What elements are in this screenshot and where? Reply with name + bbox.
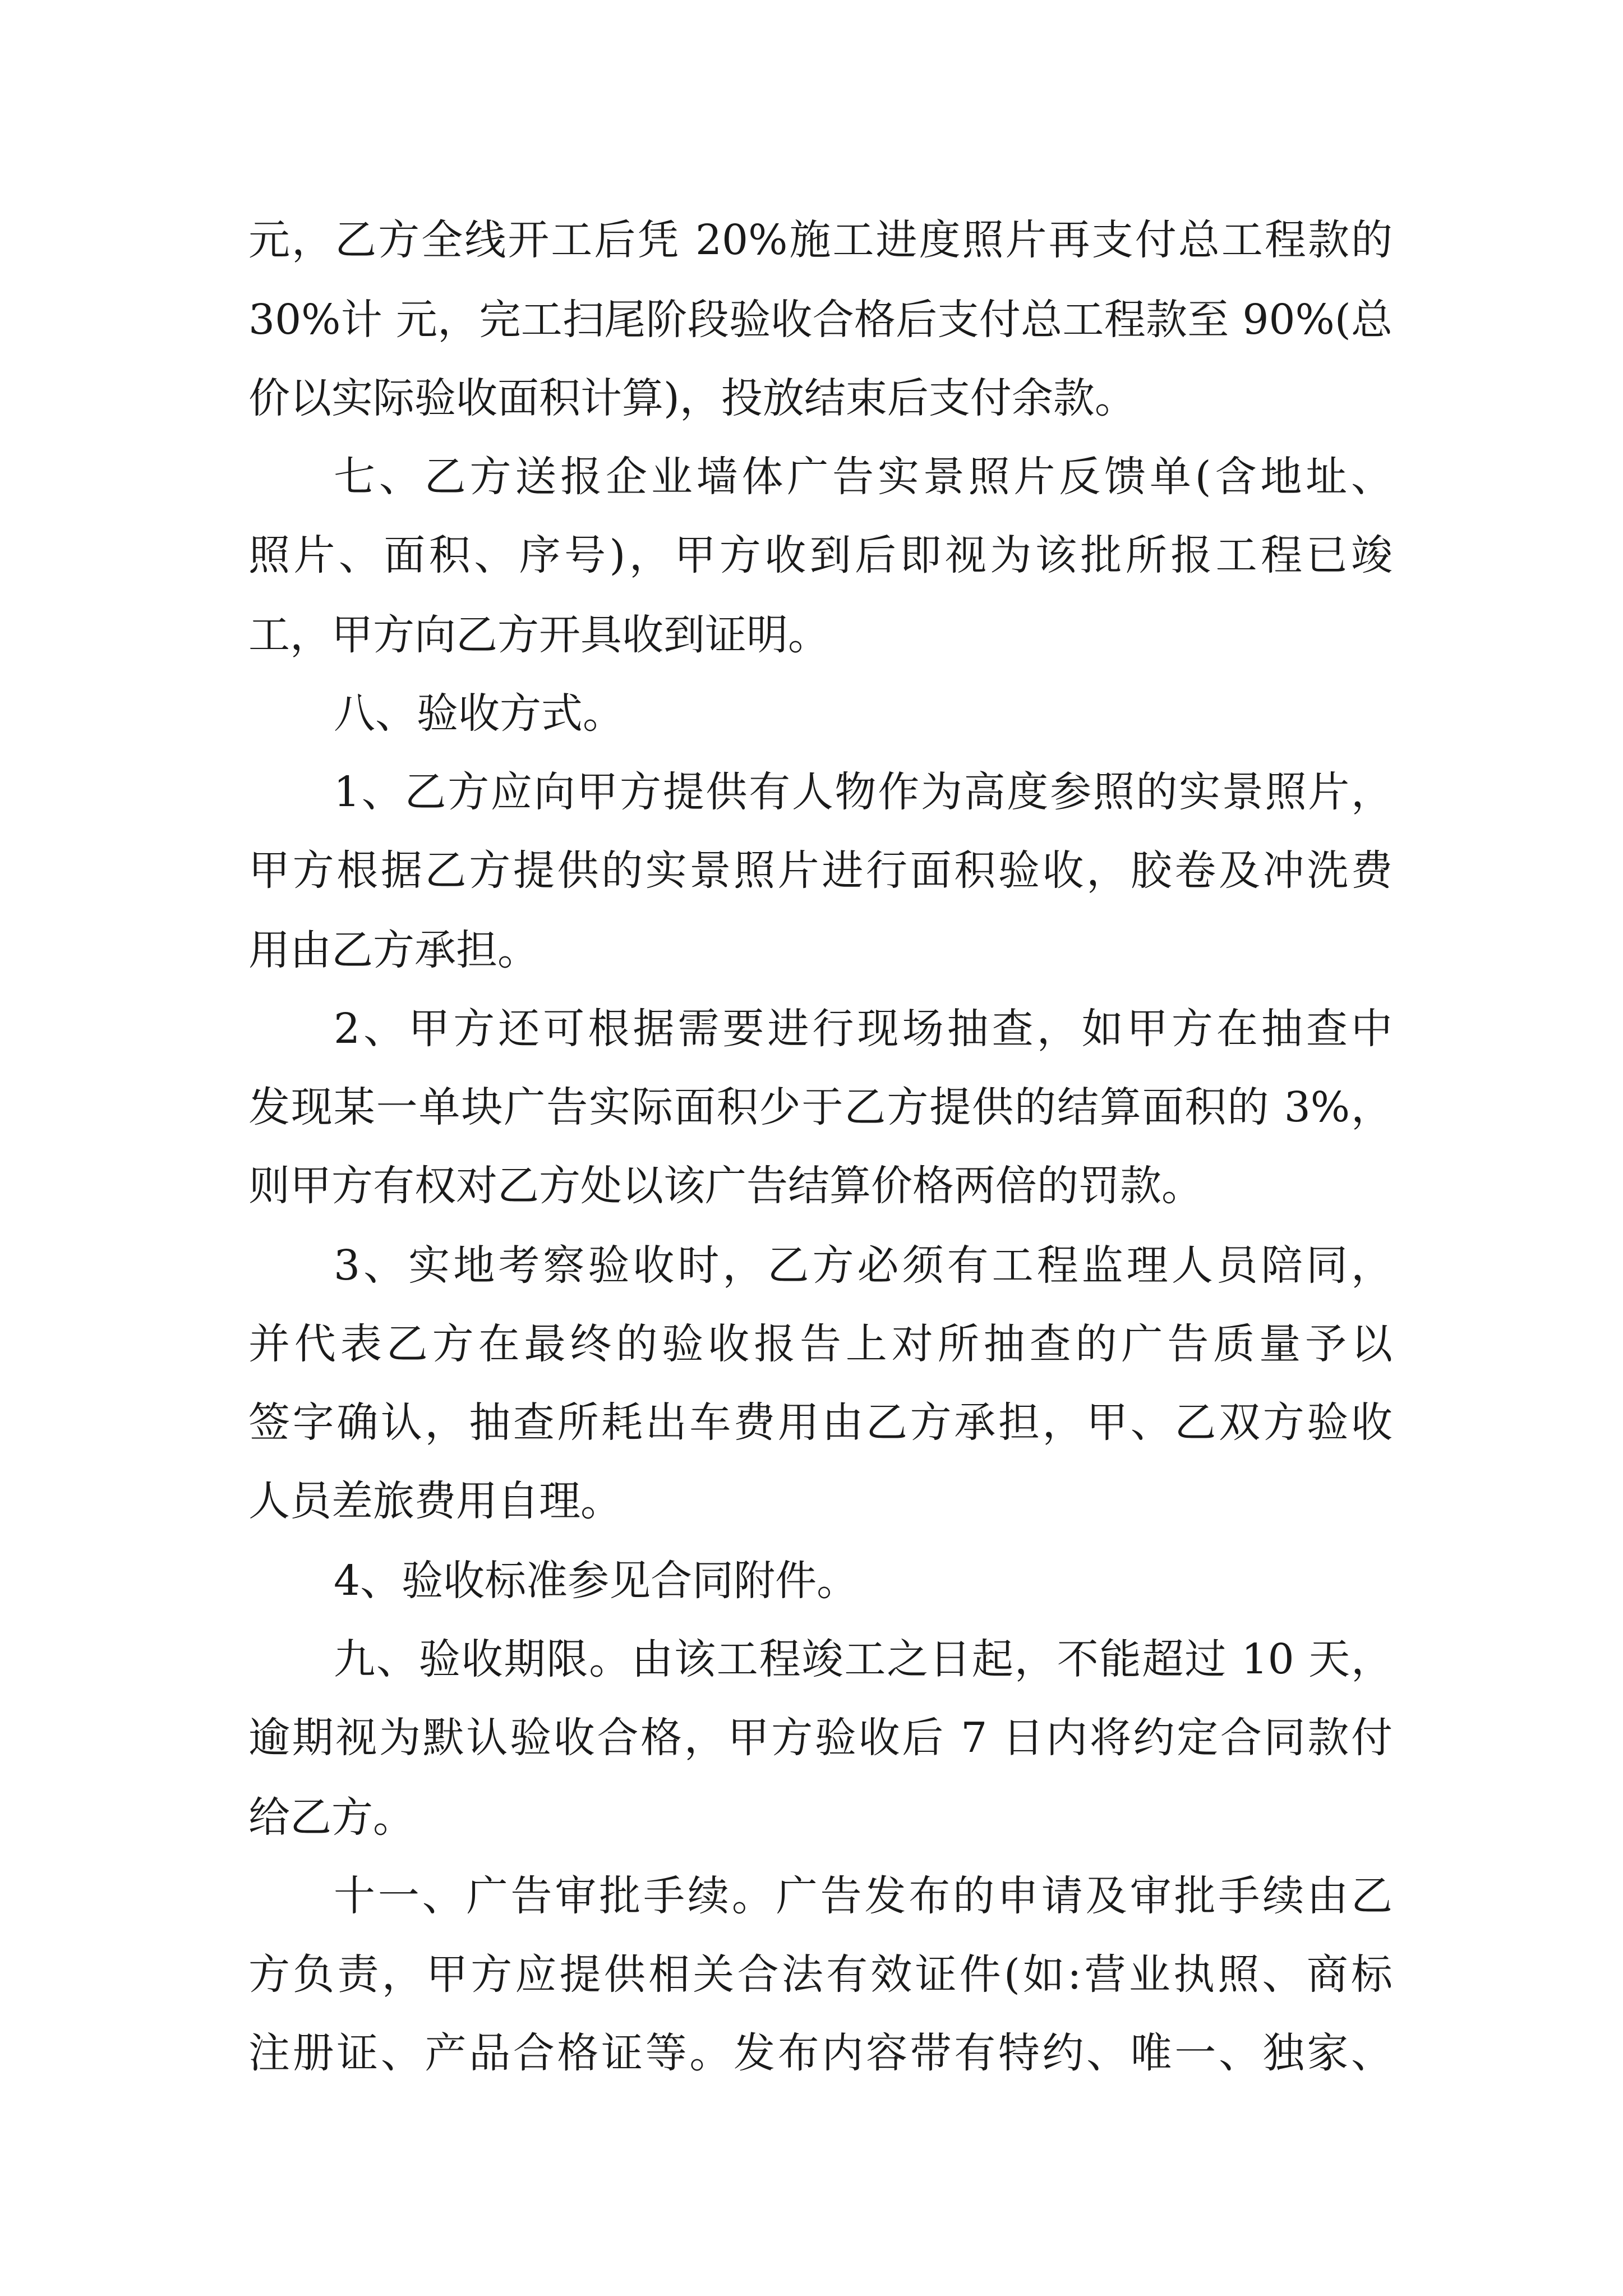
paragraph-line: 则甲方有权对乙方处以该广告结算价格两倍的罚款。 xyxy=(248,1162,1203,1210)
paragraph-line: 3、实地考察验收时，乙方必须有工程监理人员陪同， xyxy=(334,1241,1393,1290)
paragraph-line: 工，甲方向乙方开具收到证明。 xyxy=(248,611,829,659)
paragraph-line: 2、甲方还可根据需要进行现场抽查，如甲方在抽查中 xyxy=(334,1005,1393,1053)
paragraph-line: 七、乙方送报企业墙体广告实景照片反馈单(含地址、 xyxy=(334,453,1393,501)
section-heading: 八、验收方式。 xyxy=(334,689,624,738)
paragraph-line: 价以实际验收面积计算)，投放结束后支付余款。 xyxy=(248,374,1136,422)
paragraph-line: 用由乙方承担。 xyxy=(248,926,539,974)
paragraph-line: 方负责，甲方应提供相关合法有效证件(如:营业执照、商标 xyxy=(248,1950,1393,1999)
paragraph-line: 甲方根据乙方提供的实景照片进行面积验收，胶卷及冲洗费 xyxy=(248,846,1393,895)
paragraph-line: 十一、广告审批手续。广告发布的申请及审批手续由乙 xyxy=(334,1872,1393,1920)
paragraph-line: 4、验收标准参见合同附件。 xyxy=(334,1557,859,1605)
paragraph-line: 签字确认，抽查所耗出车费用由乙方承担，甲、乙双方验收 xyxy=(248,1398,1393,1447)
paragraph-line: 1、乙方应向甲方提供有人物作为高度参照的实景照片， xyxy=(334,768,1393,816)
paragraph-line: 注册证、产品合格证等。发布内容带有特约、唯一、独家、 xyxy=(248,2029,1393,2077)
paragraph-line: 照片、面积、序号)，甲方收到后即视为该批所报工程已竣 xyxy=(248,531,1393,579)
paragraph-line: 30%计 元，完工扫尾阶段验收合格后支付总工程款至 90%(总 xyxy=(248,296,1393,344)
paragraph-line: 给乙方。 xyxy=(248,1793,414,1842)
paragraph-line: 发现某一单块广告实际面积少于乙方提供的结算面积的 3%， xyxy=(248,1083,1393,1131)
paragraph-line: 人员差旅费用自理。 xyxy=(248,1477,622,1525)
paragraph-line: 并代表乙方在最终的验收报告上对所抽查的广告质量予以 xyxy=(248,1320,1393,1368)
paragraph-line: 九、验收期限。由该工程竣工之日起，不能超过 10 天， xyxy=(334,1635,1393,1683)
paragraph-line: 逾期视为默认验收合格，甲方验收后 7 日内将约定合同款付 xyxy=(248,1714,1393,1762)
paragraph-line: 元，乙方全线开工后凭 20%施工进度照片再支付总工程款的 xyxy=(248,216,1393,264)
